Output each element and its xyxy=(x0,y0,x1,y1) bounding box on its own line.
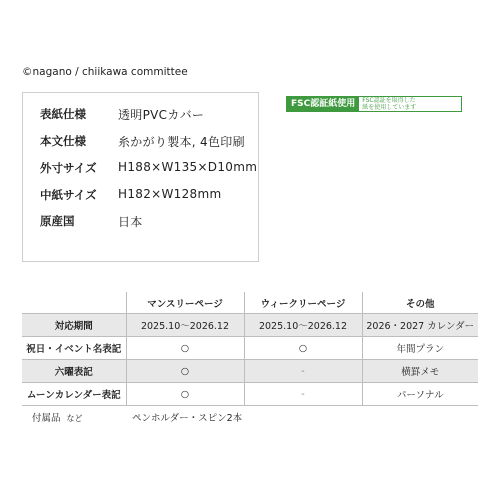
row-label: ムーンカレンダー表記 xyxy=(22,383,126,406)
spec-value: H188×W135×D10mm xyxy=(118,160,258,174)
table-header-cell: その他 xyxy=(362,292,478,314)
fsc-badge-note: FSC認証を取得した 紙を使用しています xyxy=(362,97,417,111)
spec-row-origin xyxy=(40,213,143,230)
spec-value: H182×W128mm xyxy=(118,187,222,201)
table-header-cell: ウィークリーページ xyxy=(244,292,362,314)
spec-value: 透明PVCカバー xyxy=(118,108,205,122)
spec-row-body xyxy=(40,133,245,150)
table-cell: 年間プラン xyxy=(362,337,478,360)
row-label: 六曜表記 xyxy=(22,360,126,383)
table-cell: ○ xyxy=(244,337,362,360)
fsc-badge-label: FSC認証紙使用 xyxy=(287,97,359,111)
table-cell: 横罫メモ xyxy=(362,360,478,383)
footer-value: ペンホルダー・スピン2本 xyxy=(132,413,243,424)
spec-key: 中紙サイズ xyxy=(40,188,97,202)
table-cell: - xyxy=(244,360,362,383)
table-cell: ○ xyxy=(126,337,244,360)
row-label: 対応期間 xyxy=(22,314,126,337)
footer-sub-label: など xyxy=(66,414,83,423)
spec-key: 表紙仕様 xyxy=(40,107,86,121)
table-header-cell xyxy=(22,292,126,314)
comparison-table xyxy=(22,292,478,428)
spec-key: 本文仕様 xyxy=(40,134,86,148)
table-cell: パーソナル xyxy=(362,383,478,406)
table-header-row xyxy=(22,292,478,314)
spec-box xyxy=(22,92,259,262)
spec-key: 原産国 xyxy=(40,214,75,228)
spec-row-outer-size xyxy=(40,160,257,176)
copyright-text: ©nagano / chiikawa committee xyxy=(22,66,188,78)
spec-value: 日本 xyxy=(118,215,143,229)
table-row xyxy=(22,337,478,360)
spec-row-inner-size xyxy=(40,187,221,203)
row-label: 祝日・イベント名表記 xyxy=(22,337,126,360)
footer-label-cell xyxy=(22,406,126,429)
fsc-badge xyxy=(286,96,462,112)
table-cell: - xyxy=(244,383,362,406)
table-header-cell: マンスリーページ xyxy=(126,292,244,314)
table-cell: 2025.10〜2026.12 xyxy=(126,314,244,337)
spec-row-cover xyxy=(40,106,204,123)
footer-label: 付属品 xyxy=(32,413,61,424)
spec-value: 糸かがり製本, 4色印刷 xyxy=(118,135,245,149)
table-row xyxy=(22,360,478,383)
table-cell: ○ xyxy=(126,383,244,406)
table-row xyxy=(22,314,478,337)
table-cell: ○ xyxy=(126,360,244,383)
spec-key: 外寸サイズ xyxy=(40,161,97,175)
table-cell: 2025.10〜2026.12 xyxy=(244,314,362,337)
table-row xyxy=(22,383,478,406)
table-cell: 2026・2027 カレンダー xyxy=(362,314,478,337)
table-footer-row xyxy=(22,406,478,429)
